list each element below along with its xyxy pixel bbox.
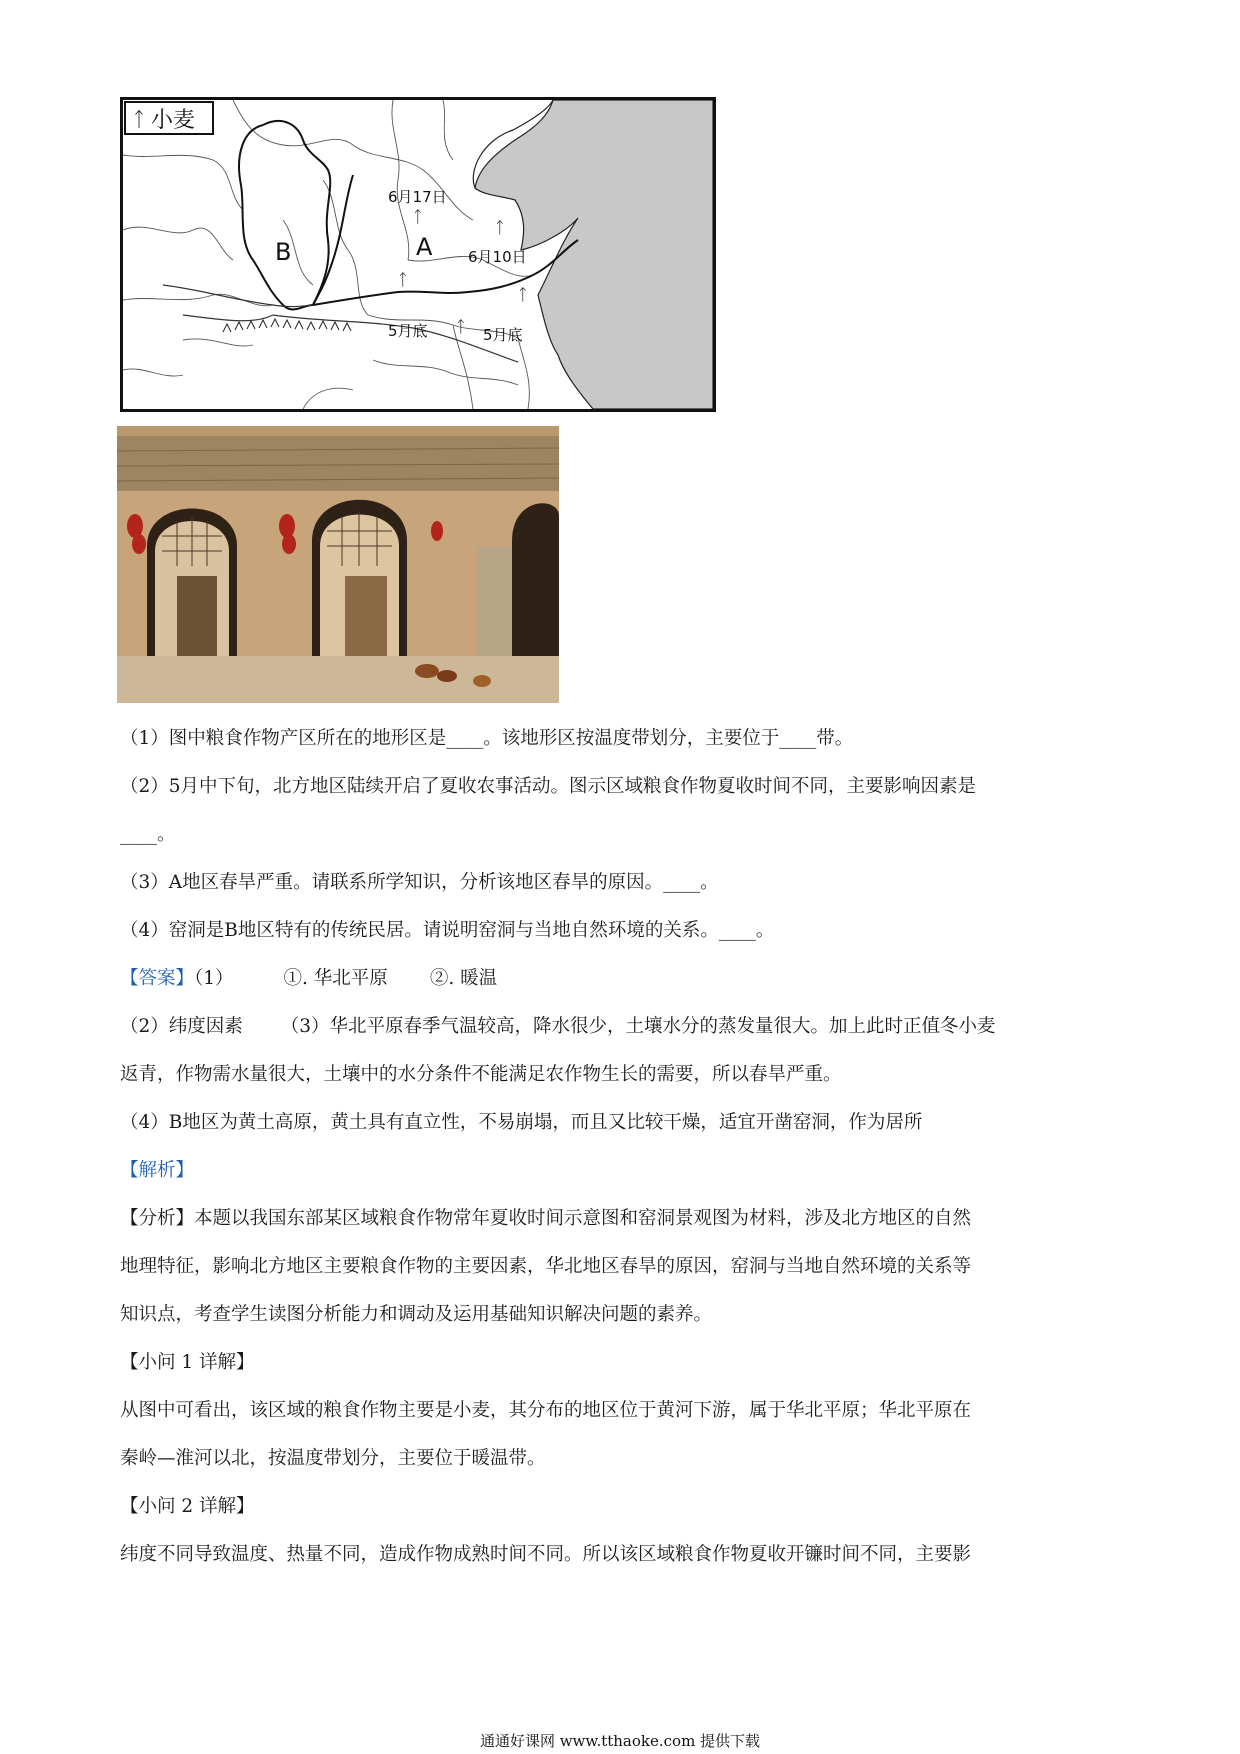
analysis-intro-cont: 地理特征，影响北方地区主要粮食作物的主要因素，华北地区春旱的原因，窑洞与当地自然环境的关系等: [120, 1256, 972, 1277]
answer-3: （3）华北平原春季气温较高，降水很少，土壤水分的蒸发量很大。加上此时正值冬小麦: [280, 1016, 996, 1037]
answer-1-item: ②. 暖温: [429, 968, 498, 989]
date-label: 6月10日: [468, 248, 527, 266]
question-2-cont: ____。: [120, 824, 176, 845]
region-a-label: A: [416, 233, 433, 261]
answer-line-2: [120, 1012, 996, 1038]
wheat-icon: ᛏ: [495, 218, 505, 237]
wheat-icon: ᛏ: [413, 207, 423, 226]
analysis-intro-tag: 【分析】: [120, 1208, 195, 1229]
answer-2: （2）纬度因素: [120, 1016, 243, 1037]
answer-1-prefix: （1）: [194, 968, 234, 989]
date-label: 6月17日: [388, 188, 447, 206]
map-legend: 小麦: [151, 108, 196, 133]
sub-question-1-heading: 【小问 1 详解】: [120, 1352, 255, 1373]
date-label: 5月底: [483, 326, 523, 344]
page-footer: 通通好课网 www.tthaoke.com 提供下载: [479, 1732, 761, 1750]
question-1: （1）图中粮食作物产区所在的地形区是____。该地形区按温度带划分，主要位于____带。: [120, 728, 854, 749]
date-label: 5月底: [388, 322, 428, 340]
answer-4: （4）B地区为黄土高原，黄土具有直立性，不易崩塌，而且又比较干燥，适宜开凿窑洞，作为居所: [120, 1112, 923, 1133]
sub-question-1-text: 从图中可看出，该区域的粮食作物主要是小麦，其分布的地区位于黄河下游，属于华北平原；华北平原在: [120, 1400, 972, 1421]
wheat-icon: ᛏ: [518, 285, 528, 304]
sub-question-2-heading: 【小问 2 详解】: [120, 1496, 255, 1517]
answer-3-cont: 返青，作物需水量很大，土壤中的水分条件不能满足农作物生长的需要，所以春旱严重。: [120, 1064, 842, 1085]
analysis-intro: [120, 1204, 971, 1230]
analysis-intro-cont: 知识点，考查学生读图分析能力和调动及运用基础知识解决问题的素养。: [120, 1304, 713, 1325]
answer-1-item: ①. 华北平原: [283, 968, 388, 989]
wheat-harvest-map: [120, 97, 716, 412]
analysis-tag: 【解析】: [120, 1160, 195, 1181]
wheat-icon: ᛏ: [456, 317, 466, 336]
wheat-icon: ᛏ: [398, 270, 408, 289]
sub-question-2-text: 纬度不同导致温度、热量不同，造成作物成熟时间不同。所以该区域粮食作物夏收开镰时间不同，主要影: [120, 1544, 972, 1565]
wheat-icon: ᛏ: [133, 107, 145, 131]
question-3: （3）A地区春旱严重。请联系所学知识，分析该地区春旱的原因。____。: [120, 872, 719, 893]
question-2: （2）5月中下旬，北方地区陆续开启了夏收农事活动。图示区域粮食作物夏收时间不同，主要影响因素是: [120, 776, 977, 797]
region-b-label: B: [275, 238, 292, 266]
analysis-intro-text: 本题以我国东部某区域粮食作物常年夏收时间示意图和窑洞景观图为材料，涉及北方地区的自然: [194, 1208, 972, 1229]
cave-dwelling-photo: [117, 426, 559, 703]
answer-tag: 【答案】: [120, 968, 195, 989]
question-4: （4）窑洞是B地区特有的传统民居。请说明窑洞与当地自然环境的关系。____。: [120, 920, 775, 941]
answer-line-1: [120, 964, 497, 990]
sub-question-1-text: 秦岭—淮河以北，按温度带划分，主要位于暖温带。: [120, 1448, 546, 1469]
